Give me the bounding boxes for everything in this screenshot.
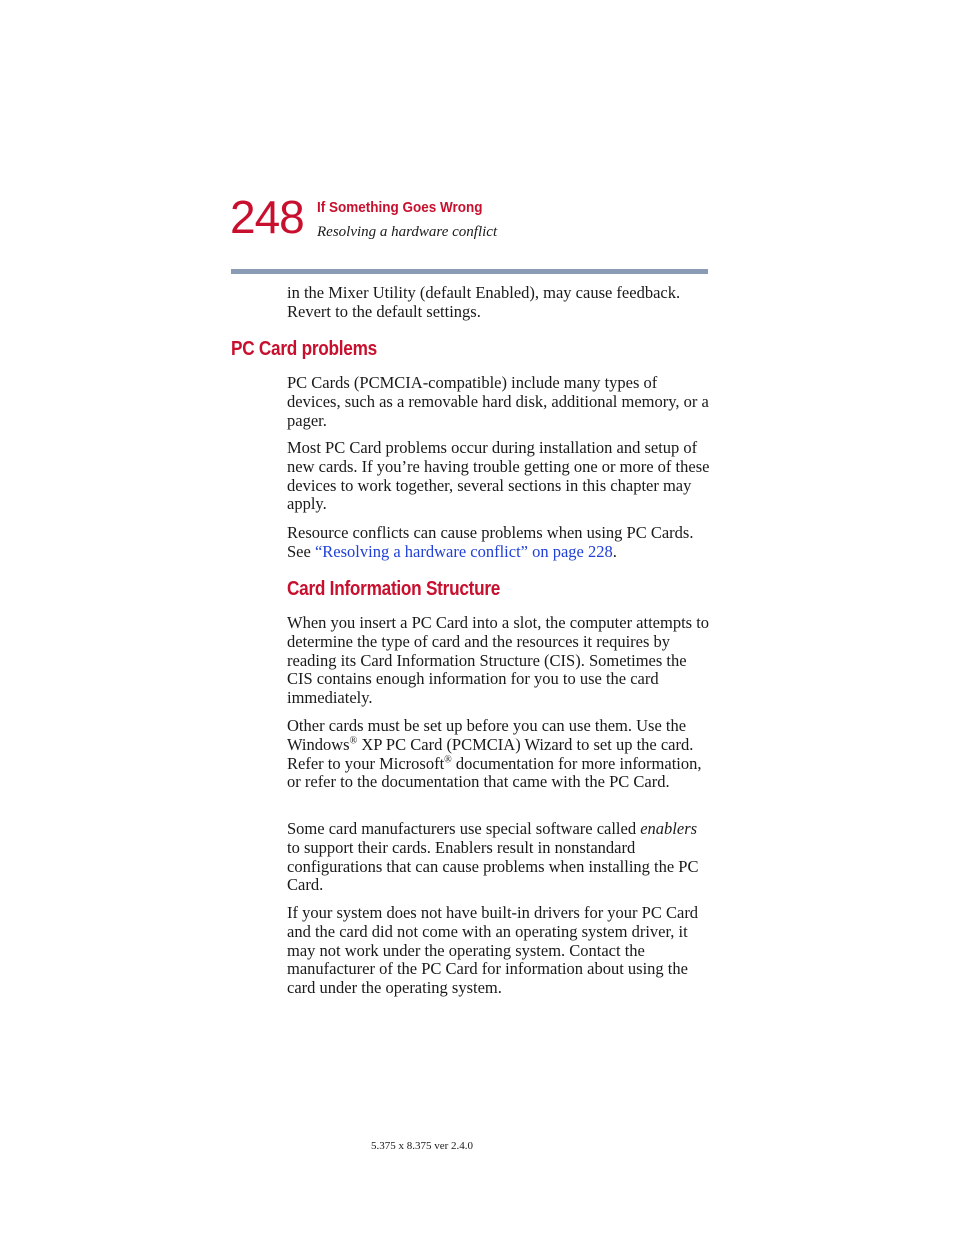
cis-paragraph-3 xyxy=(287,820,711,895)
paragraph-text: Other cards must be set up before you can use them. Use the Windows xyxy=(287,716,687,754)
cis-paragraph-4: If your system does not have built-in drivers for your PC Card and the card did not come with an operating system driver, it may not work under the operating system. Contact the manufacturer of the PC Card for information about using the card under the operating system. xyxy=(287,903,699,998)
paragraph-text: . xyxy=(612,541,617,561)
page-number: 248 xyxy=(230,191,304,243)
paragraph-text: XP PC Card (PCMCIA) Wizard to set up the card. Refer to your Microsoft xyxy=(287,734,694,773)
cross-reference-link[interactable]: “Resolving a hardware conflict” on page 228 xyxy=(314,541,613,561)
cis-paragraph-2 xyxy=(287,717,711,792)
chapter-title: If Something Goes Wrong xyxy=(317,199,483,216)
registered-mark: ® xyxy=(444,754,452,766)
page-footer: 5.375 x 8.375 ver 2.4.0 xyxy=(371,1140,474,1152)
cis-heading: Card Information Structure xyxy=(287,578,501,600)
registered-mark: ® xyxy=(349,735,358,747)
emphasis-term: enablers xyxy=(640,819,698,838)
paragraph-text: documentation for more information, or refer to the documentation that came with the PC Card. xyxy=(287,753,702,792)
paragraph-text: to support their cards. Enablers result in nonstandard configurations that can cause problems when installing the PC Card. xyxy=(287,837,699,895)
header-rule xyxy=(231,269,708,274)
pc-card-heading: PC Card problems xyxy=(231,338,377,360)
pc-card-paragraph-2: Most PC Card problems occur during installation and setup of new cards. If you’re having trouble getting one or more of these devices to work together, several sections in this chapter may apply. xyxy=(287,438,710,514)
pc-card-paragraph-1: PC Cards (PCMCIA-compatible) include many types of devices, such as a removable hard disk, additional memory, or a pager. xyxy=(287,373,709,430)
paragraph-text: Some card manufacturers use special software called xyxy=(287,819,641,838)
cis-paragraph-1: When you insert a PC Card into a slot, the computer attempts to determine the type of card and the resources it requires by reading its Card Information Structure (CIS). Sometimes the CIS contains enough information for you to use the card immediately. xyxy=(287,613,710,708)
paragraph-text: Resource conflicts can cause problems when using PC Cards. See xyxy=(287,523,694,561)
intro-paragraph: in the Mixer Utility (default Enabled), may cause feedback. Revert to the default settings. xyxy=(287,283,681,321)
section-subtitle: Resolving a hardware conflict xyxy=(317,224,498,240)
pc-card-paragraph-3 xyxy=(287,524,711,562)
